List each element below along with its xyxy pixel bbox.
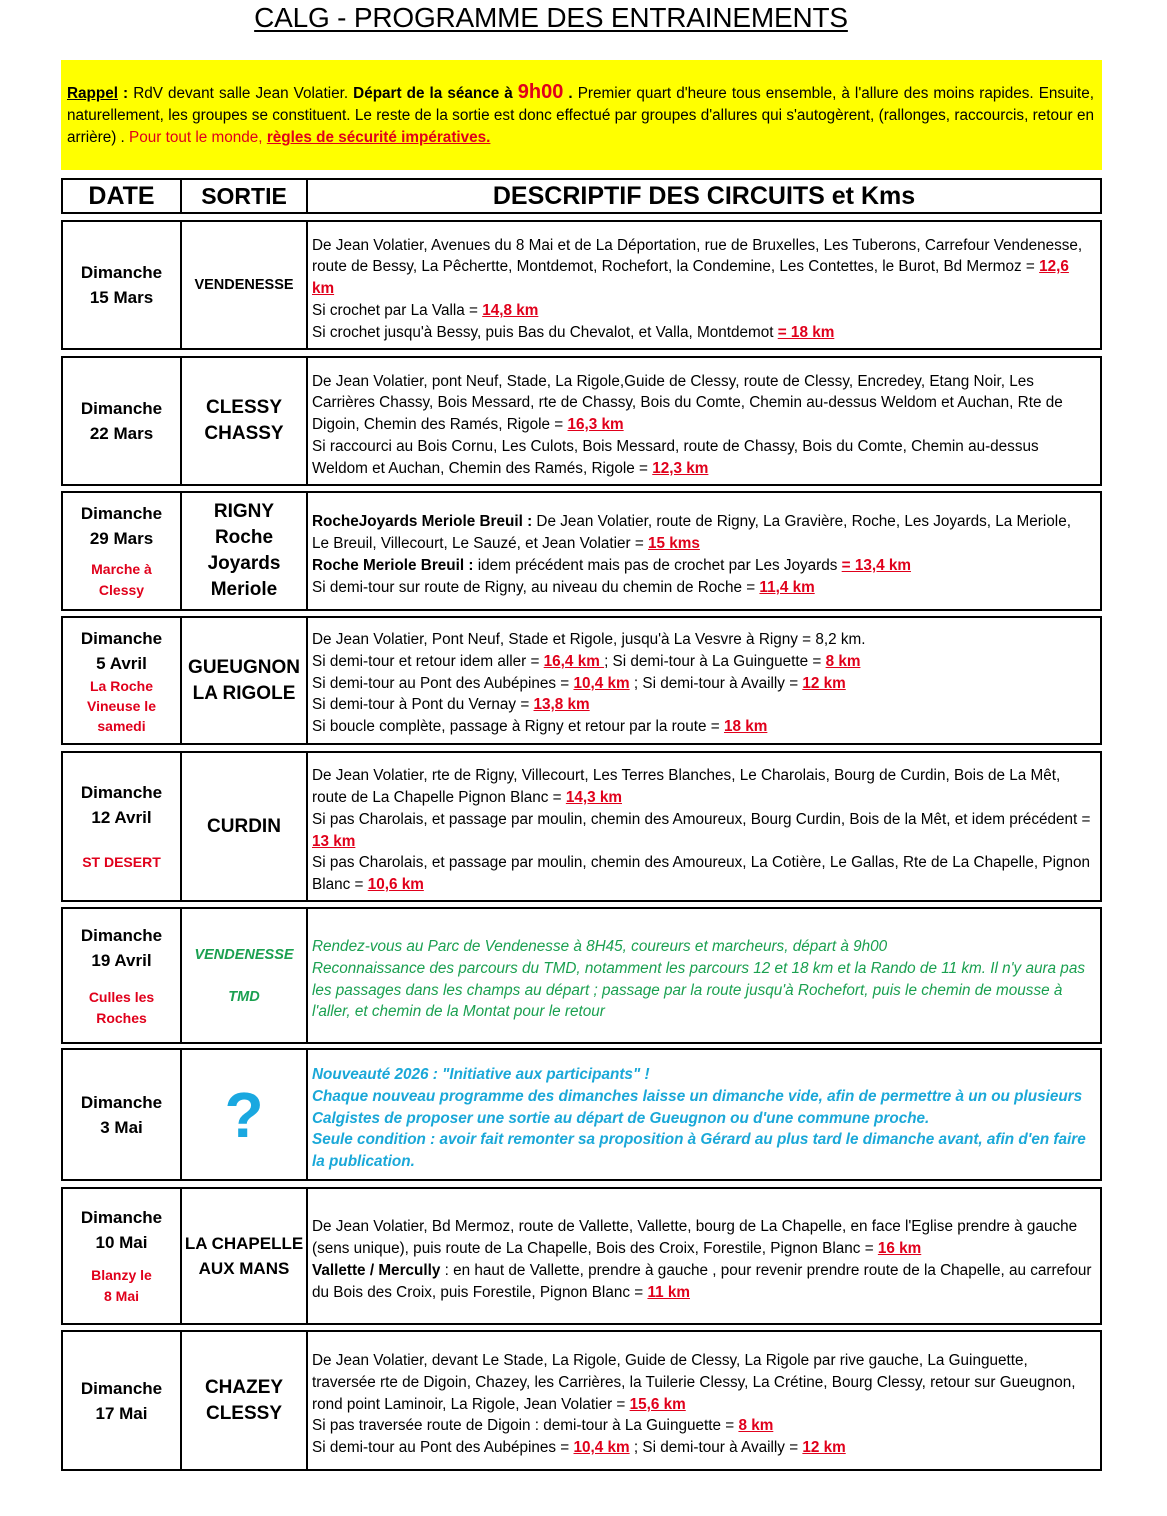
date-day: Dimanche [80,504,163,523]
sortie-cell [182,1332,308,1469]
circuit-text: Si crochet par La Valla = [312,301,483,319]
reminder-label: Rappel [67,85,118,102]
distance: 13 km [312,832,356,850]
distance: 14,3 km [565,788,622,806]
table-row [61,616,1102,745]
circuit-text: Si demi-tour et retour idem aller = [312,652,544,670]
circuit-line [312,322,1092,344]
sortie-cell [182,358,308,484]
date-cell [63,1189,182,1323]
descriptif-cell [308,358,1100,484]
circuit-line [312,629,1092,651]
circuit-line [312,1260,1092,1304]
reminder-depart-time: 9h00 [517,81,564,103]
date-note: Culles les Roches [88,988,155,1026]
reminder-colon: : [118,85,134,102]
date-value: 29 Mars [89,529,154,548]
distance: 12 km [802,674,846,692]
circuit-text: idem précédent mais pas de crochet par Les Joyards [477,557,842,574]
circuit-text: Si pas Charolais, et passage par moulin, chemin des Amoureux, La Cotière, Le Gallas, Rte de La Chapelle, Pignon Blanc = [312,854,1091,894]
date-note: Blanzy le 8 Mai [91,1267,152,1304]
header-sortie: SORTIE [182,180,308,212]
distance: 11 km [647,1283,690,1301]
reminder-meeting-point: RdV devant salle Jean Volatier. [133,85,354,102]
sortie-cell [182,618,308,743]
sortie-name: RIGNY Roche Joyards Meriole [207,501,281,600]
table-row [61,751,1102,902]
circuit-text: De Jean Volatier, Avenues du 8 Mai et de La Déportation, rue de Bruxelles, Les Tuberons, Carrefour Vendenesse, route de Bessy, La Pêchertte, Montdemot, Rochefort, la Condemine, Les Contettes, le Burot, Bd Mermoz = [312,236,1083,276]
date-note: La Roche Vineuse le samedi [86,677,156,734]
date-day: Dimanche [80,1092,163,1112]
circuit-text: Si pas Charolais, et passage par moulin, chemin des Amoureux, Bourg Curdin, Bois de la Mêt, et idem précédent = [312,810,1091,828]
date-day: Dimanche [80,925,163,945]
date-value: 22 Mars [89,424,154,443]
table-row [61,1187,1102,1325]
distance: 10,4 km [573,674,630,692]
descriptif-cell [308,1050,1100,1179]
date-note: Marche à Clessy [91,561,152,598]
sortie-name: LA CHAPELLE AUX MANS [184,1234,304,1278]
distance: = 13,4 km [841,557,911,574]
circuit-text: Chaque nouveau programme des dimanches laisse un dimanche vide, afin de permettre à un ou plusieurs Calgistes de proposer une sortie au départ de Gueugnon ou d'une commune proche. [312,1087,1083,1127]
descriptif-cell [308,909,1100,1042]
reminder-safety-prefix: Pour tout le monde, [129,129,267,146]
circuit-line [312,809,1092,853]
date-day: Dimanche [80,263,163,282]
sortie-subname: TMD [228,988,260,1005]
circuit-text: De Jean Volatier, rte de Rigny, Villecourt, Les Terres Blanches, Le Charolais, Bourg de Curdin, Bois de La Mêt, route de La Chapelle Pignon Blanc = [312,767,1061,806]
date-day: Dimanche [80,1378,163,1398]
date-cell [63,909,182,1042]
circuit-label: Vallette / Mercully [312,1262,441,1279]
circuit-line [312,555,1092,577]
sortie-name: CURDIN [207,815,281,837]
date-cell [63,493,182,609]
circuit-line [312,300,1092,322]
circuit-line [312,1415,1092,1437]
date-value: 17 Mai [95,1403,148,1423]
distance: 10,6 km [367,876,424,894]
circuit-text: De Jean Volatier, Pont Neuf, Stade et Rigole, jusqu'à La Vesvre à Rigny = 8,2 km. [312,631,866,648]
circuit-line [312,511,1092,555]
circuit-text: Seule condition : avoir fait remonter sa proposition à Gérard au plus tard le dimanche avant, afin d'en faire la publication. [312,1131,1086,1171]
date-cell [63,358,182,484]
circuit-line [312,958,1092,1023]
date-cell [63,1332,182,1469]
header-descriptif: DESCRIPTIF DES CIRCUITS et Kms [492,181,916,210]
sortie-cell [182,222,308,348]
date-day: Dimanche [80,628,163,648]
distance: 15,6 km [629,1395,686,1413]
circuit-line [312,716,1092,738]
distance: 10,4 km [573,1439,630,1457]
distance: 15 kms [648,535,700,553]
distance: 14,8 km [482,301,539,319]
circuit-line [312,765,1092,809]
date-value: 3 Mai [100,1117,143,1137]
sortie-name: VENDENESSE [194,277,294,293]
circuit-text: Si pas traversée route de Digoin : demi-tour à La Guinguette = [312,1417,739,1435]
table-row [61,220,1102,350]
table-row [61,356,1102,486]
circuit-text: Si demi-tour à Pont du Vernay = [312,696,534,714]
circuit-text: Si raccourci au Bois Cornu, Les Culots, Bois Messard, route de Chassy, Bois du Comte, Chemin au-dessus Weldom et Auchan, Chemin des Ramés, Rigole = [312,437,1039,477]
reminder-depart-dot: . [563,85,573,102]
reminder-body: Premier quart d'heure tous ensemble, à l'allure des moins rapides. Ensuite, naturellement, les groupes se constituent. Le reste de la sortie est donc effectué par groupes d'allures qui s'autogèrent, (rallonges, raccourcis, retour en arrière) . [67,85,1094,146]
distance: 8 km [738,1417,774,1435]
circuit-line [312,673,1092,695]
circuit-line [312,936,1092,958]
table-row [61,907,1102,1044]
circuit-label: Roche Meriole Breuil : [312,557,478,574]
circuit-line [312,371,1092,436]
distance: 12 km [802,1439,846,1457]
date-day: Dimanche [80,399,163,418]
circuit-line [312,852,1092,896]
circuit-text: Rendez-vous au Parc de Vendenesse à 8H45, coureurs et marcheurs, départ à 9h00 [312,937,888,955]
circuit-line [312,1086,1092,1130]
sortie-name: CHAZEY CLESSY [204,1376,284,1424]
distance: 13,8 km [533,696,590,714]
circuit-line [312,651,1092,673]
date-note: ST DESERT [82,854,161,870]
reminder-depart-label: Départ de la séance à [353,85,518,102]
circuit-label: RocheJoyards Meriole Breuil : [312,513,537,531]
distance: = 18 km [777,323,835,341]
circuit-text: De Jean Volatier, devant Le Stade, La Rigole, Guide de Clessy, La Rigole par rive gauche, La Guinguette, traversée rte de Digoin, Chazey, les Carrières, la Tuilerie Clessy, La Crétine, Bourg Clessy, retour sur Gueugnon, rond point Laminoir, La Rigole, Jean Volatier = [312,1352,1076,1413]
circuit-line [312,1216,1092,1260]
date-cell [63,753,182,900]
circuit-text: : en haut de Vallette, prendre à gauche , pour revenir prendre route de la Chapelle, au carrefour du Bois des Croix, puis Forestile, Pignon Blanc = [312,1262,1092,1301]
sortie-cell [182,909,308,1042]
descriptif-cell [308,753,1100,900]
circuit-line [312,1129,1092,1173]
circuit-line [312,577,1092,599]
header-date: DATE [63,180,182,212]
distance: 16 km [877,1240,922,1258]
circuit-text: De Jean Volatier, pont Neuf, Stade, La Rigole,Guide de Clessy, route de Clessy, Encredey, Etang Noir, Les Carrières Chassy, Bois Messard, rte de Chassy, Bois du Comte, Chemin au-dessus Weldom et Auchan, Rte de Digoin, Chemin des Ramés, Rigole = [312,372,1063,434]
date-cell [63,618,182,743]
sortie-name: GUEUGNON LA RIGOLE [188,656,300,704]
circuit-text: ; Si demi-tour à La Guinguette = [604,652,826,670]
table-row [61,1330,1102,1471]
distance: 11,4 km [759,578,815,596]
sortie-name: CLESSY CHASSY [204,397,284,444]
page-title: CALG - PROGRAMME DES ENTRAINEMENTS [254,2,848,33]
circuit-text: Si demi-tour au Pont des Aubépines = [312,674,574,692]
distance: 16,3 km [567,416,624,434]
date-value: 19 Avril [91,950,152,970]
distance: 18 km [723,718,768,736]
distance: 8 km [825,652,861,670]
circuit-line [312,235,1092,300]
descriptif-cell [308,222,1100,348]
circuit-text: Si boucle complète, passage à Rigny et retour par la route = [312,718,724,736]
circuit-text: Si demi-tour au Pont des Aubépines = [312,1439,574,1457]
reminder-box [61,60,1102,170]
date-cell [63,222,182,348]
circuit-text: Reconnaissance des parcours du TMD, notamment les parcours 12 et 18 km et la Rando de 11 km. Il n'y aura pas les passages dans les champs au départ ; passage par la route jusqu'à Rochefort, puis le chemin de mousse à l'aller, et chemin de la Montat pour le retour [312,959,1085,1021]
sortie-cell [182,1050,308,1179]
circuit-text: De Jean Volatier, Bd Mermoz, route de Vallette, Vallette, bourg de La Chapelle, en face l'Eglise prendre à gauche (sens unique), puis route de La Chapelle, Bois des Croix, Forestile, Pignon Blanc = [312,1218,1078,1258]
circuit-text: De Jean Volatier, route de Rigny, La Gravière, Roche, Les Joyards, La Meriole, Le Breuil, Villecourt, Le Sauzé, et Jean Volatier = [312,513,1071,553]
sortie-name: VENDENESSE [194,946,294,963]
date-value: 10 Mai [95,1233,148,1252]
circuit-text: Si crochet jusqu'à Bessy, puis Bas du Chevalot, et Valla, Montdemot [312,323,778,341]
reminder-safety-rules: règles de sécurité impératives. [266,129,491,146]
sortie-cell [182,1189,308,1323]
distance: 12,6 km [312,258,1069,298]
circuit-text: ; Si demi-tour à Availly = [629,674,803,692]
date-cell [63,1050,182,1179]
table-header [61,178,1102,214]
date-value: 15 Mars [89,288,154,307]
date-day: Dimanche [80,783,163,802]
distance: 16,4 km [543,652,605,670]
circuit-line [312,1350,1092,1415]
circuit-text: Nouveauté 2026 : "Initiative aux participants" ! [312,1066,650,1083]
descriptif-cell [308,493,1100,609]
question-mark-icon: ? [224,1078,264,1151]
table-row [61,491,1102,611]
circuit-line [312,1437,1092,1459]
distance: 12,3 km [652,459,709,477]
date-value: 12 Avril [91,808,152,827]
circuit-line [312,436,1092,480]
date-day: Dimanche [80,1208,163,1227]
sortie-cell [182,753,308,900]
descriptif-cell [308,1332,1100,1469]
circuit-line [312,1064,1092,1086]
circuit-text: Si demi-tour sur route de Rigny, au niveau du chemin de Roche = [312,578,760,596]
sortie-cell [182,493,308,609]
descriptif-cell [308,1189,1100,1323]
circuit-line [312,694,1092,716]
circuit-text: ; Si demi-tour à Availly = [629,1439,803,1457]
descriptif-cell [308,618,1100,743]
date-value: 5 Avril [96,653,147,673]
table-row [61,1048,1102,1181]
